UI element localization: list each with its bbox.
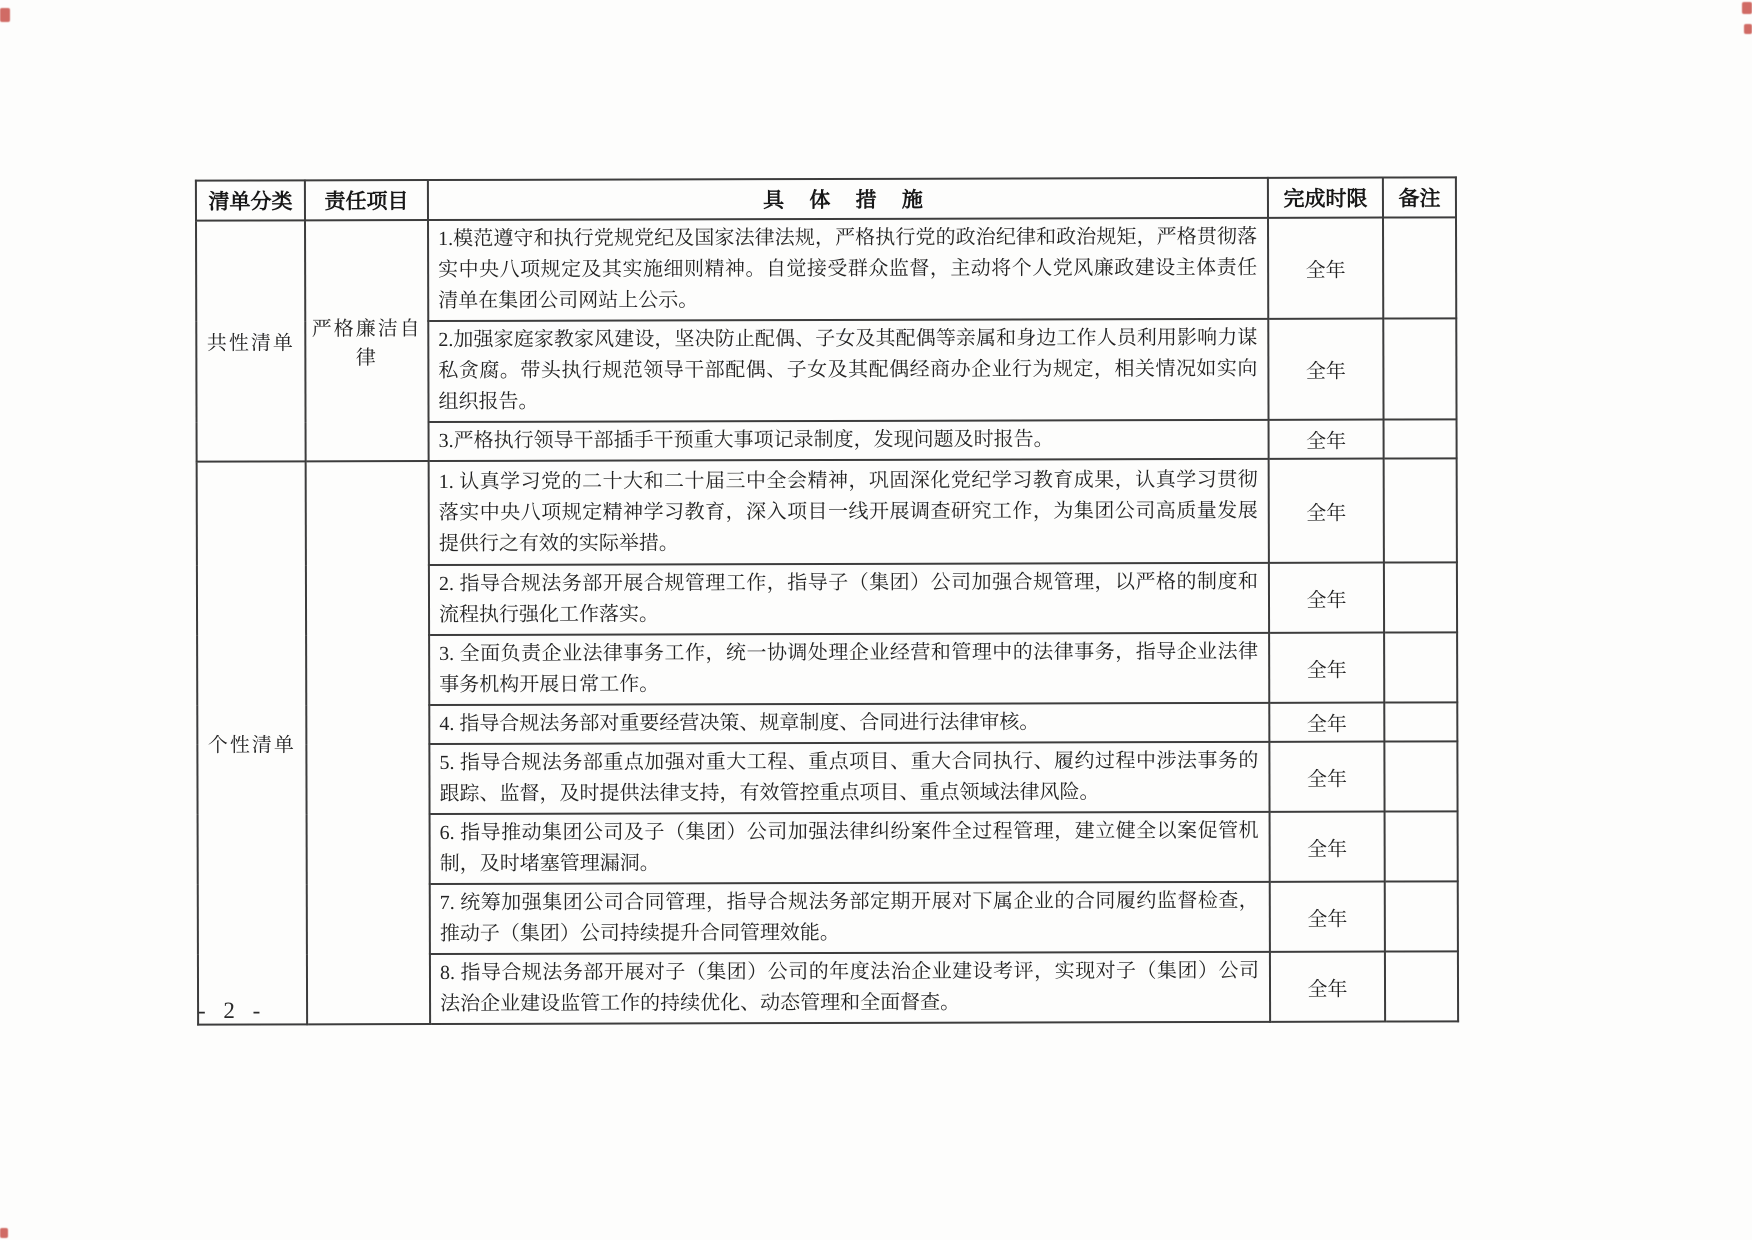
deadline-cell: 全年 — [1270, 882, 1385, 952]
deadline-cell: 全年 — [1269, 633, 1384, 703]
table-row — [197, 458, 1457, 565]
measure-cell: 5. 指导合规法务部重点加强对重大工程、重点项目、重大合同执行、履约过程中涉法事务的跟踪、监督，及时提供法律支持，有效管控重点项目、重点领域法律风险。 — [429, 742, 1269, 814]
responsibility-cell-individual — [306, 461, 430, 1024]
measure-cell: 7. 统筹加强集团公司合同管理，指导合规法务部定期开展对下属企业的合同履约监督检查，推动子（集团）公司持续提升合同管理效能。 — [430, 882, 1270, 954]
red-scan-mark — [1742, 2, 1752, 14]
deadline-cell: 全年 — [1269, 742, 1384, 812]
red-scan-mark — [0, 8, 10, 22]
measure-cell: 2. 指导合规法务部开展合规管理工作，指导子（集团）公司加强合规管理，以严格的制度和流程执行强化工作落实。 — [429, 563, 1269, 635]
measure-cell: 4. 指导合规法务部对重要经营决策、规章制度、合同进行法律审核。 — [429, 703, 1269, 744]
remarks-cell — [1384, 632, 1457, 702]
measure-cell: 6. 指导推动集团公司及子（集团）公司加强法律纠纷案件全过程管理，建立健全以案促管机制，及时堵塞管理漏洞。 — [430, 812, 1270, 884]
deadline-cell: 全年 — [1270, 812, 1385, 882]
header-measures: 具 体 措 施 — [428, 178, 1268, 220]
header-deadline: 完成时限 — [1268, 178, 1383, 218]
deadline-cell: 全年 — [1268, 319, 1383, 420]
measure-cell: 8. 指导合规法务部开展对子（集团）公司的年度法治企业建设考评，实现对子（集团）公司法治企业建设监管工作的持续优化、动态管理和全面督查。 — [430, 952, 1270, 1024]
measure-cell: 1. 认真学习党的二十大和二十届三中全会精神，巩固深化党纪学习教育成果，认真学习贯彻落实中央八项规定精神学习教育，深入项目一线开展调查研究工作，为集团公司高质量发展提供行之有效的实际举措。 — [429, 459, 1269, 565]
red-scan-mark — [1744, 24, 1752, 34]
responsibility-cell-common: 严格廉洁自律 — [305, 220, 429, 461]
deadline-cell: 全年 — [1269, 563, 1384, 633]
category-cell-common: 共性清单 — [196, 220, 306, 461]
deadline-cell: 全年 — [1269, 703, 1384, 742]
header-responsibility: 责任项目 — [305, 180, 428, 220]
remarks-cell — [1384, 741, 1457, 811]
remarks-cell — [1383, 318, 1456, 419]
remarks-cell — [1384, 702, 1457, 741]
measure-cell: 3. 全面负责企业法律事务工作，统一协调处理企业经营和管理中的法律事务，指导企业法律事务机构开展日常工作。 — [429, 633, 1269, 705]
header-category: 清单分类 — [196, 180, 305, 220]
remarks-cell — [1384, 562, 1457, 632]
measure-cell: 2.加强家庭家教家风建设，坚决防止配偶、子女及其配偶等亲属和身边工作人员利用影响力谋私贪腐。带头执行规范领导干部配偶、子女及其配偶经商办企业行为规定，相关情况如实向组织报告。 — [428, 319, 1268, 422]
table-header-row — [196, 177, 1456, 220]
table-row — [196, 217, 1456, 321]
remarks-cell — [1383, 217, 1456, 318]
header-remarks: 备注 — [1383, 177, 1456, 217]
page-number: - 2 - — [198, 998, 267, 1023]
remarks-cell — [1385, 811, 1458, 881]
red-scan-mark — [0, 1228, 8, 1238]
remarks-cell — [1384, 458, 1457, 562]
category-cell-individual: 个性清单 — [197, 461, 307, 1024]
remarks-cell — [1384, 419, 1457, 458]
remarks-cell — [1385, 951, 1458, 1021]
remarks-cell — [1385, 881, 1458, 951]
deadline-cell: 全年 — [1269, 459, 1384, 563]
responsibility-list-table — [195, 176, 1459, 1025]
measure-cell: 1.模范遵守和执行党规党纪及国家法律法规，严格执行党的政治纪律和政治规矩，严格贯彻落实中央八项规定及其实施细则精神。自觉接受群众监督，主动将个人党风廉政建设主体责任清单在集团公司网站上公示。 — [428, 218, 1268, 321]
deadline-cell: 全年 — [1268, 218, 1383, 319]
deadline-cell: 全年 — [1269, 420, 1384, 459]
deadline-cell: 全年 — [1270, 952, 1385, 1022]
measure-cell: 3.严格执行领导干部插手干预重大事项记录制度，发现问题及时报告。 — [429, 420, 1269, 461]
